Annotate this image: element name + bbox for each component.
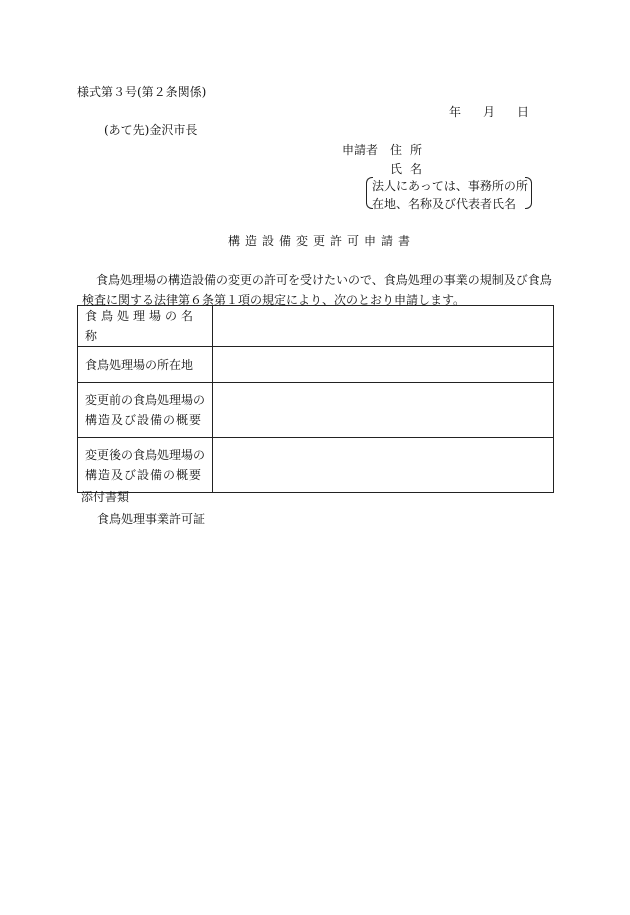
table-row bbox=[78, 383, 554, 438]
row-label-before-change bbox=[78, 383, 213, 438]
facility-location-field[interactable] bbox=[213, 347, 554, 383]
row-label-facility-location bbox=[78, 347, 213, 383]
applicant-address-label: 住所 bbox=[390, 143, 431, 157]
after-change-field[interactable] bbox=[213, 438, 554, 493]
application-body: 食鳥処理場の構造設備の変更の許可を受けたいので、食鳥処理の事業の規制及び食鳥検査に関する法律第６条第１項の規定により、次のとおり申請します。 bbox=[82, 273, 552, 307]
row-label-text: 構造及び設備の概要 bbox=[85, 413, 203, 427]
addressee: (あて先)金沢市長 bbox=[104, 123, 198, 137]
application-table bbox=[77, 305, 554, 493]
corporate-note-line2: 在地、名称及び代表者氏名 bbox=[372, 197, 517, 211]
row-label-text: 変更後の食鳥処理場の bbox=[85, 448, 206, 462]
note-brace-right bbox=[525, 177, 532, 209]
date-month-label: 月 bbox=[483, 105, 496, 119]
date-year-label: 年 bbox=[449, 105, 462, 119]
row-label-text: 食鳥処理場の名称 bbox=[85, 309, 198, 343]
row-label-text: 変更前の食鳥処理場の bbox=[85, 393, 206, 407]
row-label-facility-name bbox=[78, 306, 213, 347]
form-number: 様式第３号(第２条関係) bbox=[77, 85, 207, 99]
corporate-note bbox=[372, 177, 528, 213]
table-row bbox=[78, 306, 554, 347]
before-change-field[interactable] bbox=[213, 383, 554, 438]
table-row bbox=[78, 438, 554, 493]
row-label-text: 食鳥処理場の所在地 bbox=[85, 357, 194, 372]
date-line bbox=[449, 106, 529, 118]
applicant-name-label: 氏名 bbox=[390, 162, 431, 176]
row-label-text: 構造及び設備の概要 bbox=[85, 468, 203, 482]
attachments-label: 添付書類 bbox=[81, 490, 130, 504]
document-title: 構造設備変更許可申請書 bbox=[228, 234, 416, 248]
date-day-label: 日 bbox=[517, 105, 530, 119]
attachment-item: 食鳥処理事業許可証 bbox=[97, 512, 206, 526]
table-row bbox=[78, 347, 554, 383]
row-label-after-change bbox=[78, 438, 213, 493]
facility-name-field[interactable] bbox=[213, 306, 554, 347]
applicant-label: 申請者 bbox=[342, 143, 379, 157]
corporate-note-line1: 法人にあっては、事務所の所 bbox=[372, 179, 528, 193]
